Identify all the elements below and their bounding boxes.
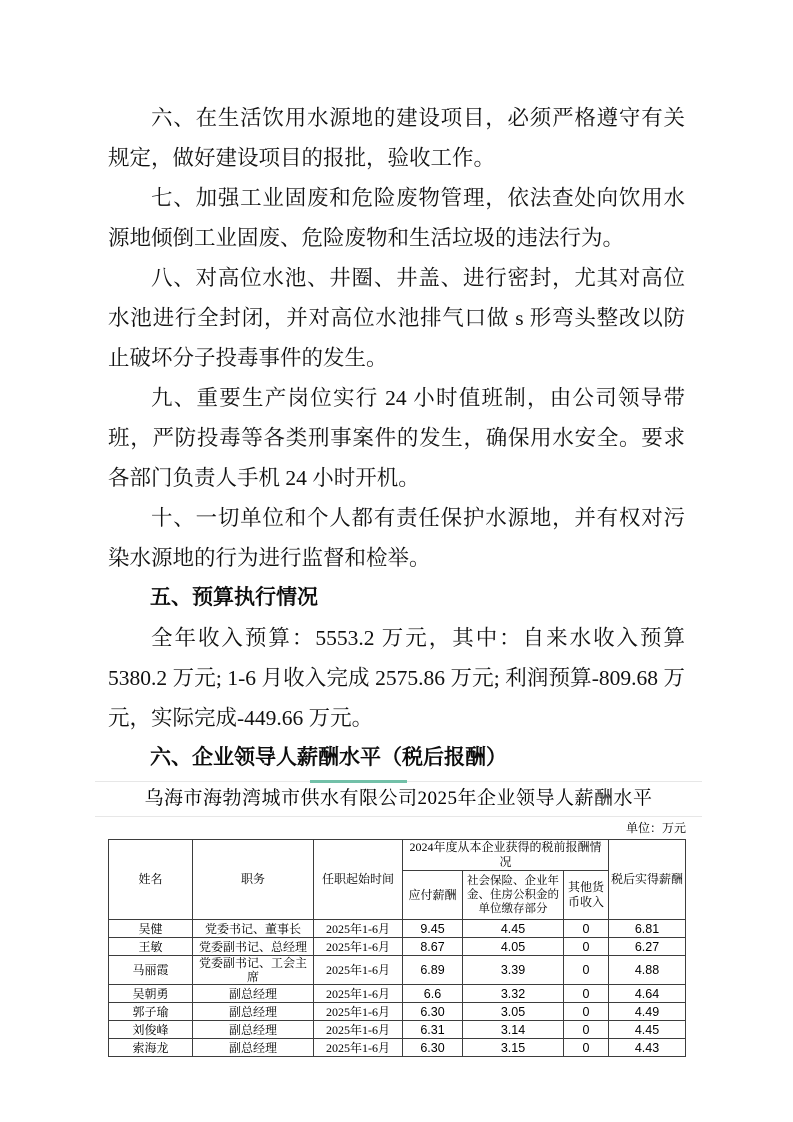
- cell-payable-salary: 6.30: [403, 1039, 463, 1057]
- cell-other-income: 0: [564, 1003, 609, 1021]
- cell-payable-salary: 8.67: [403, 938, 463, 956]
- table-row: [109, 920, 686, 938]
- heading-leader-salary: 六、企业领导人薪酬水平（税后报酬）: [150, 746, 507, 769]
- paragraph-item-8: 八、对高位水池、井圈、井盖、进行密封，尤其对高位水池进行全封闭，并对高位水池排气口做 s 形弯头整改以防止破坏分子投毒事件的发生。: [108, 266, 685, 370]
- cell-other-income: 0: [564, 1039, 609, 1057]
- paragraph-item-6: 六、在生活饮用水源地的建设项目，必须严格遵守有关规定，做好建设项目的报批，验收工作。: [108, 106, 685, 170]
- table-row: [109, 1021, 686, 1039]
- cell-position: 党委副书记、工会主席: [193, 956, 314, 985]
- cell-start-time: 2025年1-6月: [314, 1021, 403, 1039]
- cell-social-insurance: 3.32: [463, 985, 564, 1003]
- cell-name: 郭子瑜: [109, 1003, 193, 1021]
- cell-social-insurance: 4.45: [463, 920, 564, 938]
- cell-name: 马丽霞: [109, 956, 193, 985]
- cell-other-income: 0: [564, 938, 609, 956]
- table-row: [109, 1003, 686, 1021]
- cell-social-insurance: 3.05: [463, 1003, 564, 1021]
- cell-after-tax: 6.27: [609, 938, 686, 956]
- col-header-payable-salary: 应付薪酬: [403, 871, 463, 920]
- cell-position: 副总经理: [193, 1021, 314, 1039]
- cell-other-income: 0: [564, 956, 609, 985]
- cell-other-income: 0: [564, 985, 609, 1003]
- col-header-start-time: 任职起始时间: [314, 840, 403, 920]
- cell-start-time: 2025年1-6月: [314, 1003, 403, 1021]
- cell-position: 副总经理: [193, 1039, 314, 1057]
- col-header-social-insurance: 社会保险、企业年金、住房公积金的单位缴存部分: [463, 871, 564, 920]
- title-top-divider: [95, 781, 702, 782]
- cell-after-tax: 4.49: [609, 1003, 686, 1021]
- cell-after-tax: 4.43: [609, 1039, 686, 1057]
- salary-table-block: [95, 781, 702, 1057]
- cell-name: 吴朝勇: [109, 985, 193, 1003]
- cell-after-tax: 6.81: [609, 920, 686, 938]
- cell-name: 索海龙: [109, 1039, 193, 1057]
- cell-name: 王敏: [109, 938, 193, 956]
- col-header-position: 职务: [193, 840, 314, 920]
- cell-name: 吴健: [109, 920, 193, 938]
- heading-budget-execution: 五、预算执行情况: [150, 586, 318, 609]
- paragraph-budget-figures: 全年收入预算：5553.2 万元，其中：自来水收入预算 5380.2 万元; 1-6 月收入完成 2575.86 万元; 利润预算-809.68 万元，实际完成-449.66 万元。: [108, 626, 685, 730]
- cell-start-time: 2025年1-6月: [314, 920, 403, 938]
- cell-start-time: 2025年1-6月: [314, 956, 403, 985]
- col-header-other-income: 其他货币收入: [564, 871, 609, 920]
- paragraph-item-9: 九、重要生产岗位实行 24 小时值班制，由公司领导带班，严防投毒等各类刑事案件的发生，确保用水安全。要求各部门负责人手机 24 小时开机。: [108, 386, 685, 490]
- cell-after-tax: 4.64: [609, 985, 686, 1003]
- cell-position: 副总经理: [193, 985, 314, 1003]
- cell-other-income: 0: [564, 1021, 609, 1039]
- table-row: [109, 1039, 686, 1057]
- salary-table: [108, 839, 686, 1057]
- cell-name: 刘俊峰: [109, 1021, 193, 1039]
- teal-accent-bar: [310, 780, 407, 783]
- cell-other-income: 0: [564, 920, 609, 938]
- cell-payable-salary: 9.45: [403, 920, 463, 938]
- table-row: [109, 985, 686, 1003]
- paragraph-item-10: 十、一切单位和个人都有责任保护水源地，并有权对污染水源地的行为进行监督和检举。: [108, 506, 685, 570]
- cell-start-time: 2025年1-6月: [314, 1039, 403, 1057]
- cell-after-tax: 4.45: [609, 1021, 686, 1039]
- unit-label: 单位：万元: [625, 821, 686, 835]
- cell-payable-salary: 6.30: [403, 1003, 463, 1021]
- cell-position: 副总经理: [193, 1003, 314, 1021]
- cell-start-time: 2025年1-6月: [314, 985, 403, 1003]
- cell-social-insurance: 3.14: [463, 1021, 564, 1039]
- col-header-pretax-group: 2024年度从本企业获得的税前报酬情况: [403, 840, 609, 871]
- cell-payable-salary: 6.31: [403, 1021, 463, 1039]
- col-header-after-tax: 税后实得薪酬: [609, 840, 686, 920]
- cell-payable-salary: 6.6: [403, 985, 463, 1003]
- paragraph-item-7: 七、加强工业固废和危险废物管理，依法查处向饮用水源地倾倒工业固废、危险废物和生活垃圾的违法行为。: [108, 186, 685, 250]
- cell-social-insurance: 3.39: [463, 956, 564, 985]
- cell-after-tax: 4.88: [609, 956, 686, 985]
- table-row: [109, 938, 686, 956]
- title-bottom-divider: [95, 816, 702, 817]
- cell-social-insurance: 3.15: [463, 1039, 564, 1057]
- document-body: [108, 98, 685, 778]
- cell-position: 党委书记、董事长: [193, 920, 314, 938]
- cell-start-time: 2025年1-6月: [314, 938, 403, 956]
- cell-position: 党委副书记、总经理: [193, 938, 314, 956]
- col-header-name: 姓名: [109, 840, 193, 920]
- cell-payable-salary: 6.89: [403, 956, 463, 985]
- salary-table-title: 乌海市海勃湾城市供水有限公司2025年企业领导人薪酬水平: [144, 788, 653, 809]
- cell-social-insurance: 4.05: [463, 938, 564, 956]
- table-row: [109, 956, 686, 985]
